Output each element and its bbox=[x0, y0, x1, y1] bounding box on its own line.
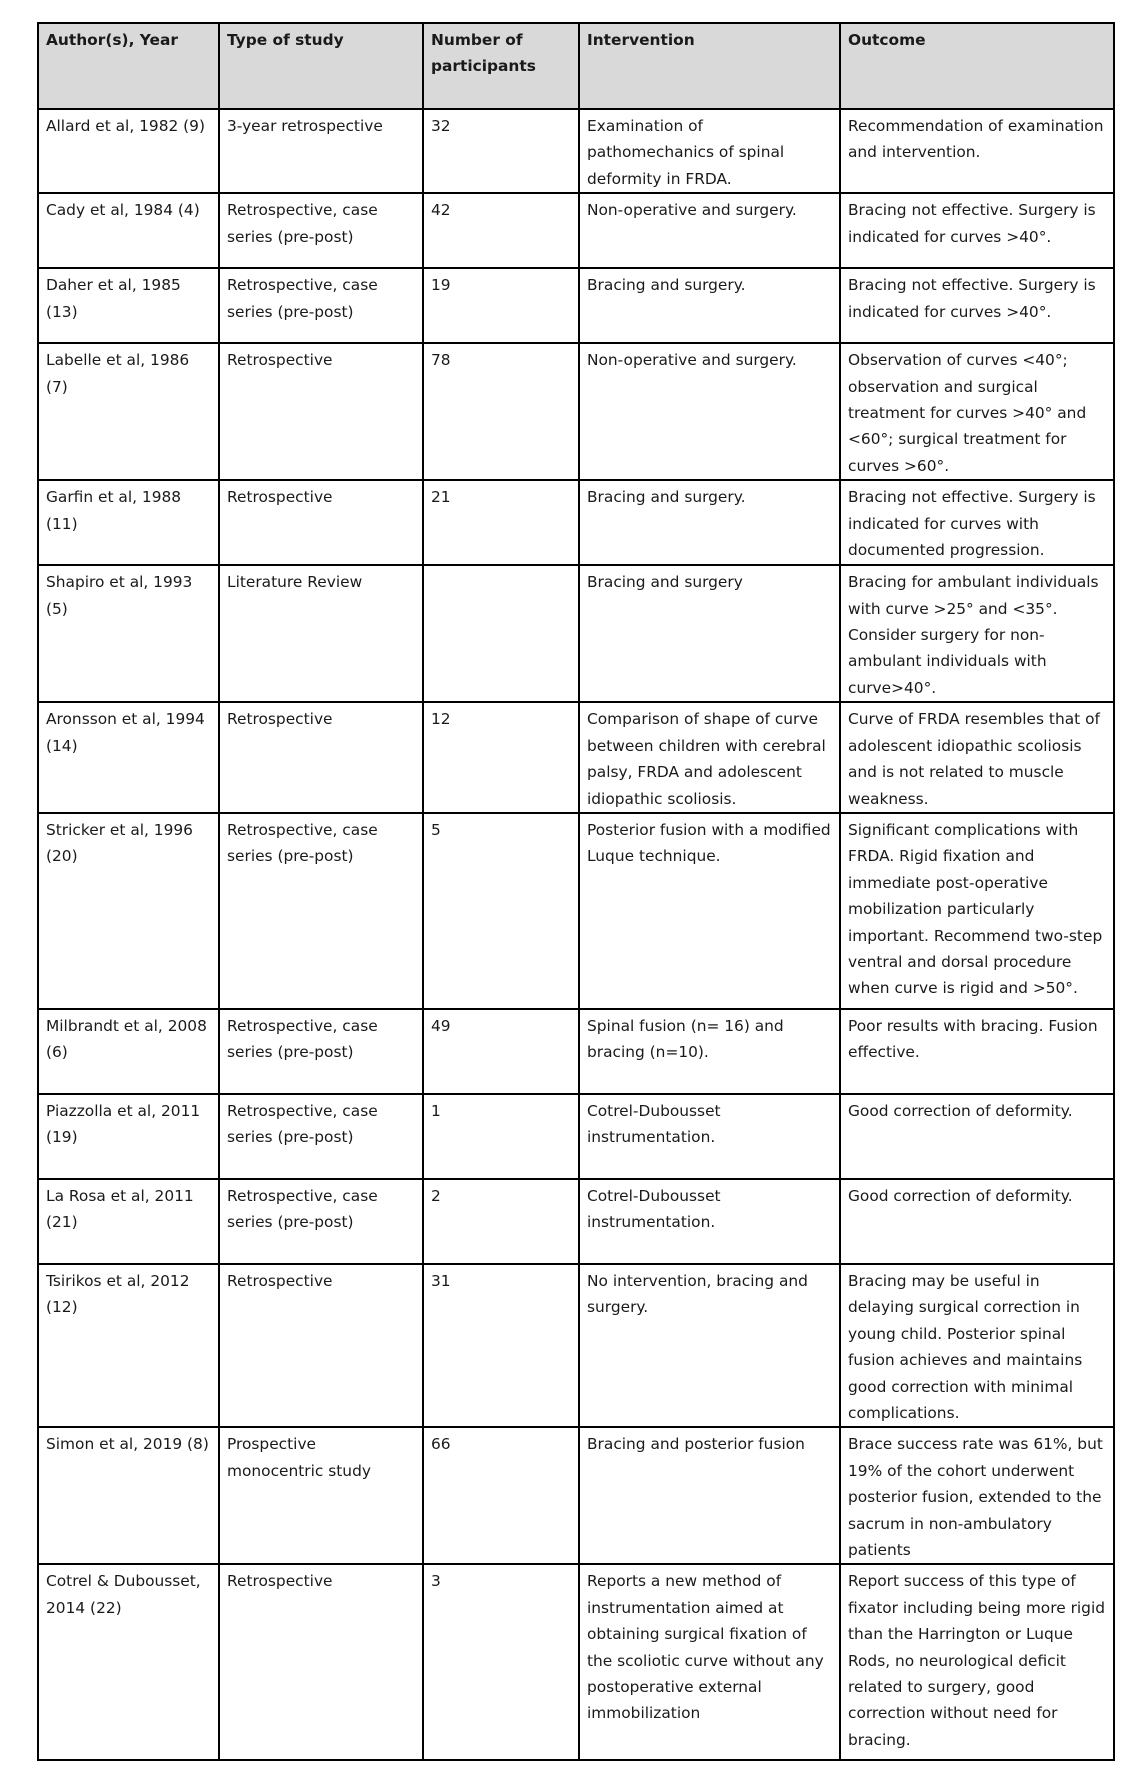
table-row bbox=[38, 193, 1114, 268]
cell-participants: 5 bbox=[423, 813, 579, 1009]
cell-participants: 2 bbox=[423, 1179, 579, 1264]
header-participants: Number of participants bbox=[423, 23, 579, 109]
table-row bbox=[38, 268, 1114, 343]
cell-participants: 32 bbox=[423, 109, 579, 193]
table-row bbox=[38, 1564, 1114, 1760]
cell-study-type: Retrospective, case series (pre-post) bbox=[219, 268, 423, 343]
table-row bbox=[38, 1094, 1114, 1179]
table-row bbox=[38, 813, 1114, 1009]
cell-author: La Rosa et al, 2011 (21) bbox=[38, 1179, 219, 1264]
header-intervention: Intervention bbox=[579, 23, 840, 109]
cell-participants: 49 bbox=[423, 1009, 579, 1094]
cell-intervention: Spinal fusion (n= 16) and bracing (n=10). bbox=[579, 1009, 840, 1094]
cell-study-type: Retrospective, case series (pre-post) bbox=[219, 1094, 423, 1179]
cell-outcome: Bracing not effective. Surgery is indicated for curves >40°. bbox=[840, 193, 1114, 268]
cell-outcome: Recommendation of examination and intervention. bbox=[840, 109, 1114, 193]
cell-study-type: 3-year retrospective bbox=[219, 109, 423, 193]
header-author: Author(s), Year bbox=[38, 23, 219, 109]
cell-author: Simon et al, 2019 (8) bbox=[38, 1427, 219, 1564]
table-container bbox=[37, 22, 1115, 1761]
cell-outcome: Poor results with bracing. Fusion effective. bbox=[840, 1009, 1114, 1094]
cell-intervention: Comparison of shape of curve between children with cerebral palsy, FRDA and adolescent idiopathic scoliosis. bbox=[579, 702, 840, 813]
cell-author: Piazzolla et al, 2011 (19) bbox=[38, 1094, 219, 1179]
cell-study-type: Retrospective, case series (pre-post) bbox=[219, 1179, 423, 1264]
cell-study-type: Retrospective bbox=[219, 343, 423, 480]
cell-study-type: Retrospective, case series (pre-post) bbox=[219, 1009, 423, 1094]
cell-participants: 42 bbox=[423, 193, 579, 268]
table-row bbox=[38, 343, 1114, 480]
cell-outcome: Brace success rate was 61%, but 19% of the cohort underwent posterior fusion, extended to the sacrum in non-ambulatory patients bbox=[840, 1427, 1114, 1564]
cell-intervention: Bracing and posterior fusion bbox=[579, 1427, 840, 1564]
cell-outcome: Bracing not effective. Surgery is indicated for curves with documented progression. bbox=[840, 480, 1114, 565]
table-row bbox=[38, 1427, 1114, 1564]
cell-study-type: Retrospective bbox=[219, 1264, 423, 1427]
cell-intervention: Non-operative and surgery. bbox=[579, 193, 840, 268]
table-row bbox=[38, 1179, 1114, 1264]
cell-intervention: Reports a new method of instrumentation aimed at obtaining surgical fixation of the scoliotic curve without any postoperative external immobilization bbox=[579, 1564, 840, 1760]
table-row bbox=[38, 1009, 1114, 1094]
cell-intervention: Non-operative and surgery. bbox=[579, 343, 840, 480]
cell-intervention: Examination of pathomechanics of spinal deformity in FRDA. bbox=[579, 109, 840, 193]
cell-study-type: Retrospective, case series (pre-post) bbox=[219, 193, 423, 268]
cell-participants: 66 bbox=[423, 1427, 579, 1564]
cell-author: Stricker et al, 1996 (20) bbox=[38, 813, 219, 1009]
cell-study-type: Retrospective bbox=[219, 702, 423, 813]
table-row bbox=[38, 109, 1114, 193]
cell-participants: 12 bbox=[423, 702, 579, 813]
cell-outcome: Good correction of deformity. bbox=[840, 1179, 1114, 1264]
cell-participants: 3 bbox=[423, 1564, 579, 1760]
cell-participants: 19 bbox=[423, 268, 579, 343]
cell-intervention: Cotrel-Dubousset instrumentation. bbox=[579, 1179, 840, 1264]
cell-outcome: Bracing not effective. Surgery is indicated for curves >40°. bbox=[840, 268, 1114, 343]
table-row bbox=[38, 702, 1114, 813]
cell-author: Allard et al, 1982 (9) bbox=[38, 109, 219, 193]
cell-intervention: Cotrel-Dubousset instrumentation. bbox=[579, 1094, 840, 1179]
table-row bbox=[38, 480, 1114, 565]
table-row bbox=[38, 1264, 1114, 1427]
cell-study-type: Literature Review bbox=[219, 565, 423, 702]
cell-participants: 1 bbox=[423, 1094, 579, 1179]
header-outcome: Outcome bbox=[840, 23, 1114, 109]
cell-author: Aronsson et al, 1994 (14) bbox=[38, 702, 219, 813]
cell-outcome: Observation of curves <40°; observation and surgical treatment for curves >40° and <60°; surgical treatment for curves >60°. bbox=[840, 343, 1114, 480]
cell-study-type: Retrospective bbox=[219, 1564, 423, 1760]
cell-author: Milbrandt et al, 2008 (6) bbox=[38, 1009, 219, 1094]
cell-participants: 78 bbox=[423, 343, 579, 480]
cell-author: Cady et al, 1984 (4) bbox=[38, 193, 219, 268]
table-row bbox=[38, 565, 1114, 702]
cell-intervention: Posterior fusion with a modified Luque technique. bbox=[579, 813, 840, 1009]
header-study-type: Type of study bbox=[219, 23, 423, 109]
cell-intervention: Bracing and surgery. bbox=[579, 480, 840, 565]
cell-author: Daher et al, 1985 (13) bbox=[38, 268, 219, 343]
cell-author: Shapiro et al, 1993 (5) bbox=[38, 565, 219, 702]
cell-outcome: Curve of FRDA resembles that of adolescent idiopathic scoliosis and is not related to muscle weakness. bbox=[840, 702, 1114, 813]
cell-outcome: Report success of this type of fixator including being more rigid than the Harrington or Luque Rods, no neurological deficit related to surgery, good correction without need for bracing. bbox=[840, 1564, 1114, 1760]
cell-participants bbox=[423, 565, 579, 702]
cell-author: Labelle et al, 1986 (7) bbox=[38, 343, 219, 480]
cell-study-type: Prospective monocentric study bbox=[219, 1427, 423, 1564]
cell-study-type: Retrospective bbox=[219, 480, 423, 565]
cell-study-type: Retrospective, case series (pre-post) bbox=[219, 813, 423, 1009]
cell-author: Cotrel & Dubousset, 2014 (22) bbox=[38, 1564, 219, 1760]
cell-outcome: Significant complications with FRDA. Rigid fixation and immediate post-operative mobilization particularly important. Recommend two-step ventral and dorsal procedure when curve is rigid and >50°. bbox=[840, 813, 1114, 1009]
cell-participants: 31 bbox=[423, 1264, 579, 1427]
cell-outcome: Good correction of deformity. bbox=[840, 1094, 1114, 1179]
cell-author: Garfin et al, 1988 (11) bbox=[38, 480, 219, 565]
cell-intervention: No intervention, bracing and surgery. bbox=[579, 1264, 840, 1427]
cell-intervention: Bracing and surgery bbox=[579, 565, 840, 702]
header-row bbox=[38, 23, 1114, 109]
cell-intervention: Bracing and surgery. bbox=[579, 268, 840, 343]
cell-outcome: Bracing may be useful in delaying surgical correction in young child. Posterior spinal fusion achieves and maintains good correction with minimal complications. bbox=[840, 1264, 1114, 1427]
cell-participants: 21 bbox=[423, 480, 579, 565]
cell-outcome: Bracing for ambulant individuals with curve >25° and <35°. Consider surgery for non-ambulant individuals with curve>40°. bbox=[840, 565, 1114, 702]
studies-table bbox=[37, 22, 1115, 1761]
cell-author: Tsirikos et al, 2012 (12) bbox=[38, 1264, 219, 1427]
